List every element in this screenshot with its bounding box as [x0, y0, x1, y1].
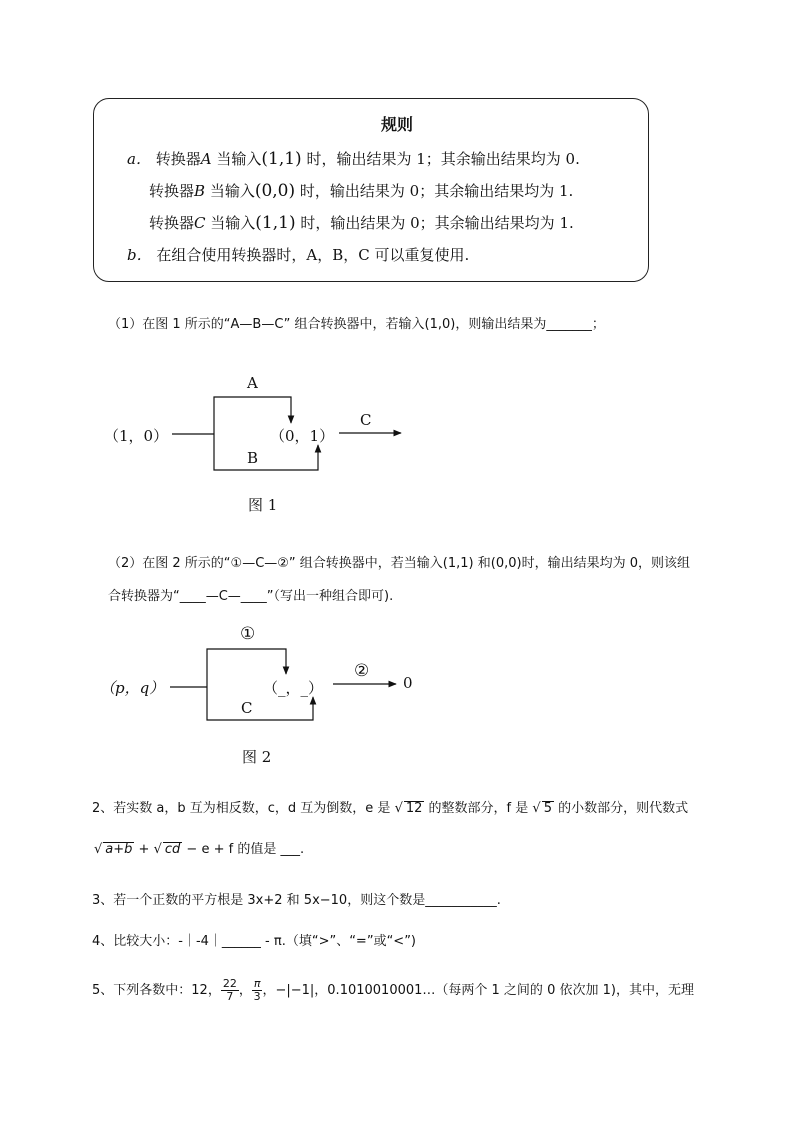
- question-2-line2: 合转换器为“____—C—____”（写出一种组合即可).: [108, 589, 394, 604]
- problem-3: 3、若一个正数的平方根是 3x+2 和 5x−10，则这个数是___________.: [92, 893, 501, 908]
- fig2-input-label: （p，q）: [100, 679, 165, 697]
- rules-title: 规则: [380, 115, 413, 134]
- fig2-mid-label: （_，_）: [263, 679, 324, 697]
- question-1: （1）在图 1 所示的“A—B—C” 组合转换器中，若输入(1,0)，则输出结果为_______；: [108, 317, 605, 332]
- question-2-line1: （2）在图 2 所示的“①—C—②” 组合转换器中，若当输入(1,1) 和(0,0)时，输出结果均为 0，则该组: [108, 556, 690, 571]
- fig2-top-label: ①: [240, 624, 256, 644]
- rule-a-line3: 转换器C 当输入(1,1) 时，输出结果为 0；其余输出结果均为 1.: [149, 213, 574, 233]
- fig2-bottom-label: C: [241, 699, 253, 717]
- fig1-bottom-label: B: [247, 449, 259, 467]
- fraction-22-7: $\frac{22}{7}$: [222, 977, 237, 1004]
- rule-a-line2: 转换器B 当输入(0,0) 时，输出结果为 0；其余输出结果均为 1.: [149, 181, 574, 201]
- problem-2-line2: √ a+b + √ cd − e + f 的值是 ___.: [94, 842, 305, 857]
- fig1-caption: 图 1: [248, 496, 278, 514]
- fig1-input-label: （1，0）: [104, 427, 169, 445]
- fig2-caption: 图 2: [242, 748, 272, 766]
- problem-5: 5、下列各数中：12， $\frac{22}{7}$ ， $\frac{\pi}{3}$ ，−|−1|，0.1010010001…（每两个 1 之间的 0 依次加 1)，其中，无理: [92, 977, 694, 1004]
- fig1-top-label: A: [247, 374, 258, 392]
- fig1-out-label: C: [360, 411, 372, 429]
- rule-b-label: b．: [127, 246, 152, 264]
- rule-a-line1: a． 转换器A 当输入(1,1) 时，输出结果为 1；其余输出结果均为 0.: [127, 149, 580, 169]
- fig2-out-label: ②: [354, 661, 370, 681]
- problem-4: 4、比较大小：-｜-4｜______ - π.（填“>”、“=”或“<”): [92, 934, 416, 949]
- fig2-out-value: 0: [403, 674, 413, 692]
- rule-b-line: b． 在组合使用转换器时，A，B，C 可以重复使用.: [127, 246, 470, 264]
- fig1-mid-label: （0，1）: [270, 427, 335, 445]
- fraction-pi-3: $\frac{\pi}{3}$: [253, 977, 261, 1004]
- rule-a-label: a．: [127, 150, 151, 168]
- problem-2-line1: 2、若实数 a，b 互为相反数，c，d 互为倒数，e 是 √ 12 的整数部分，f 是 √ 5 的小数部分，则代数式: [92, 801, 689, 816]
